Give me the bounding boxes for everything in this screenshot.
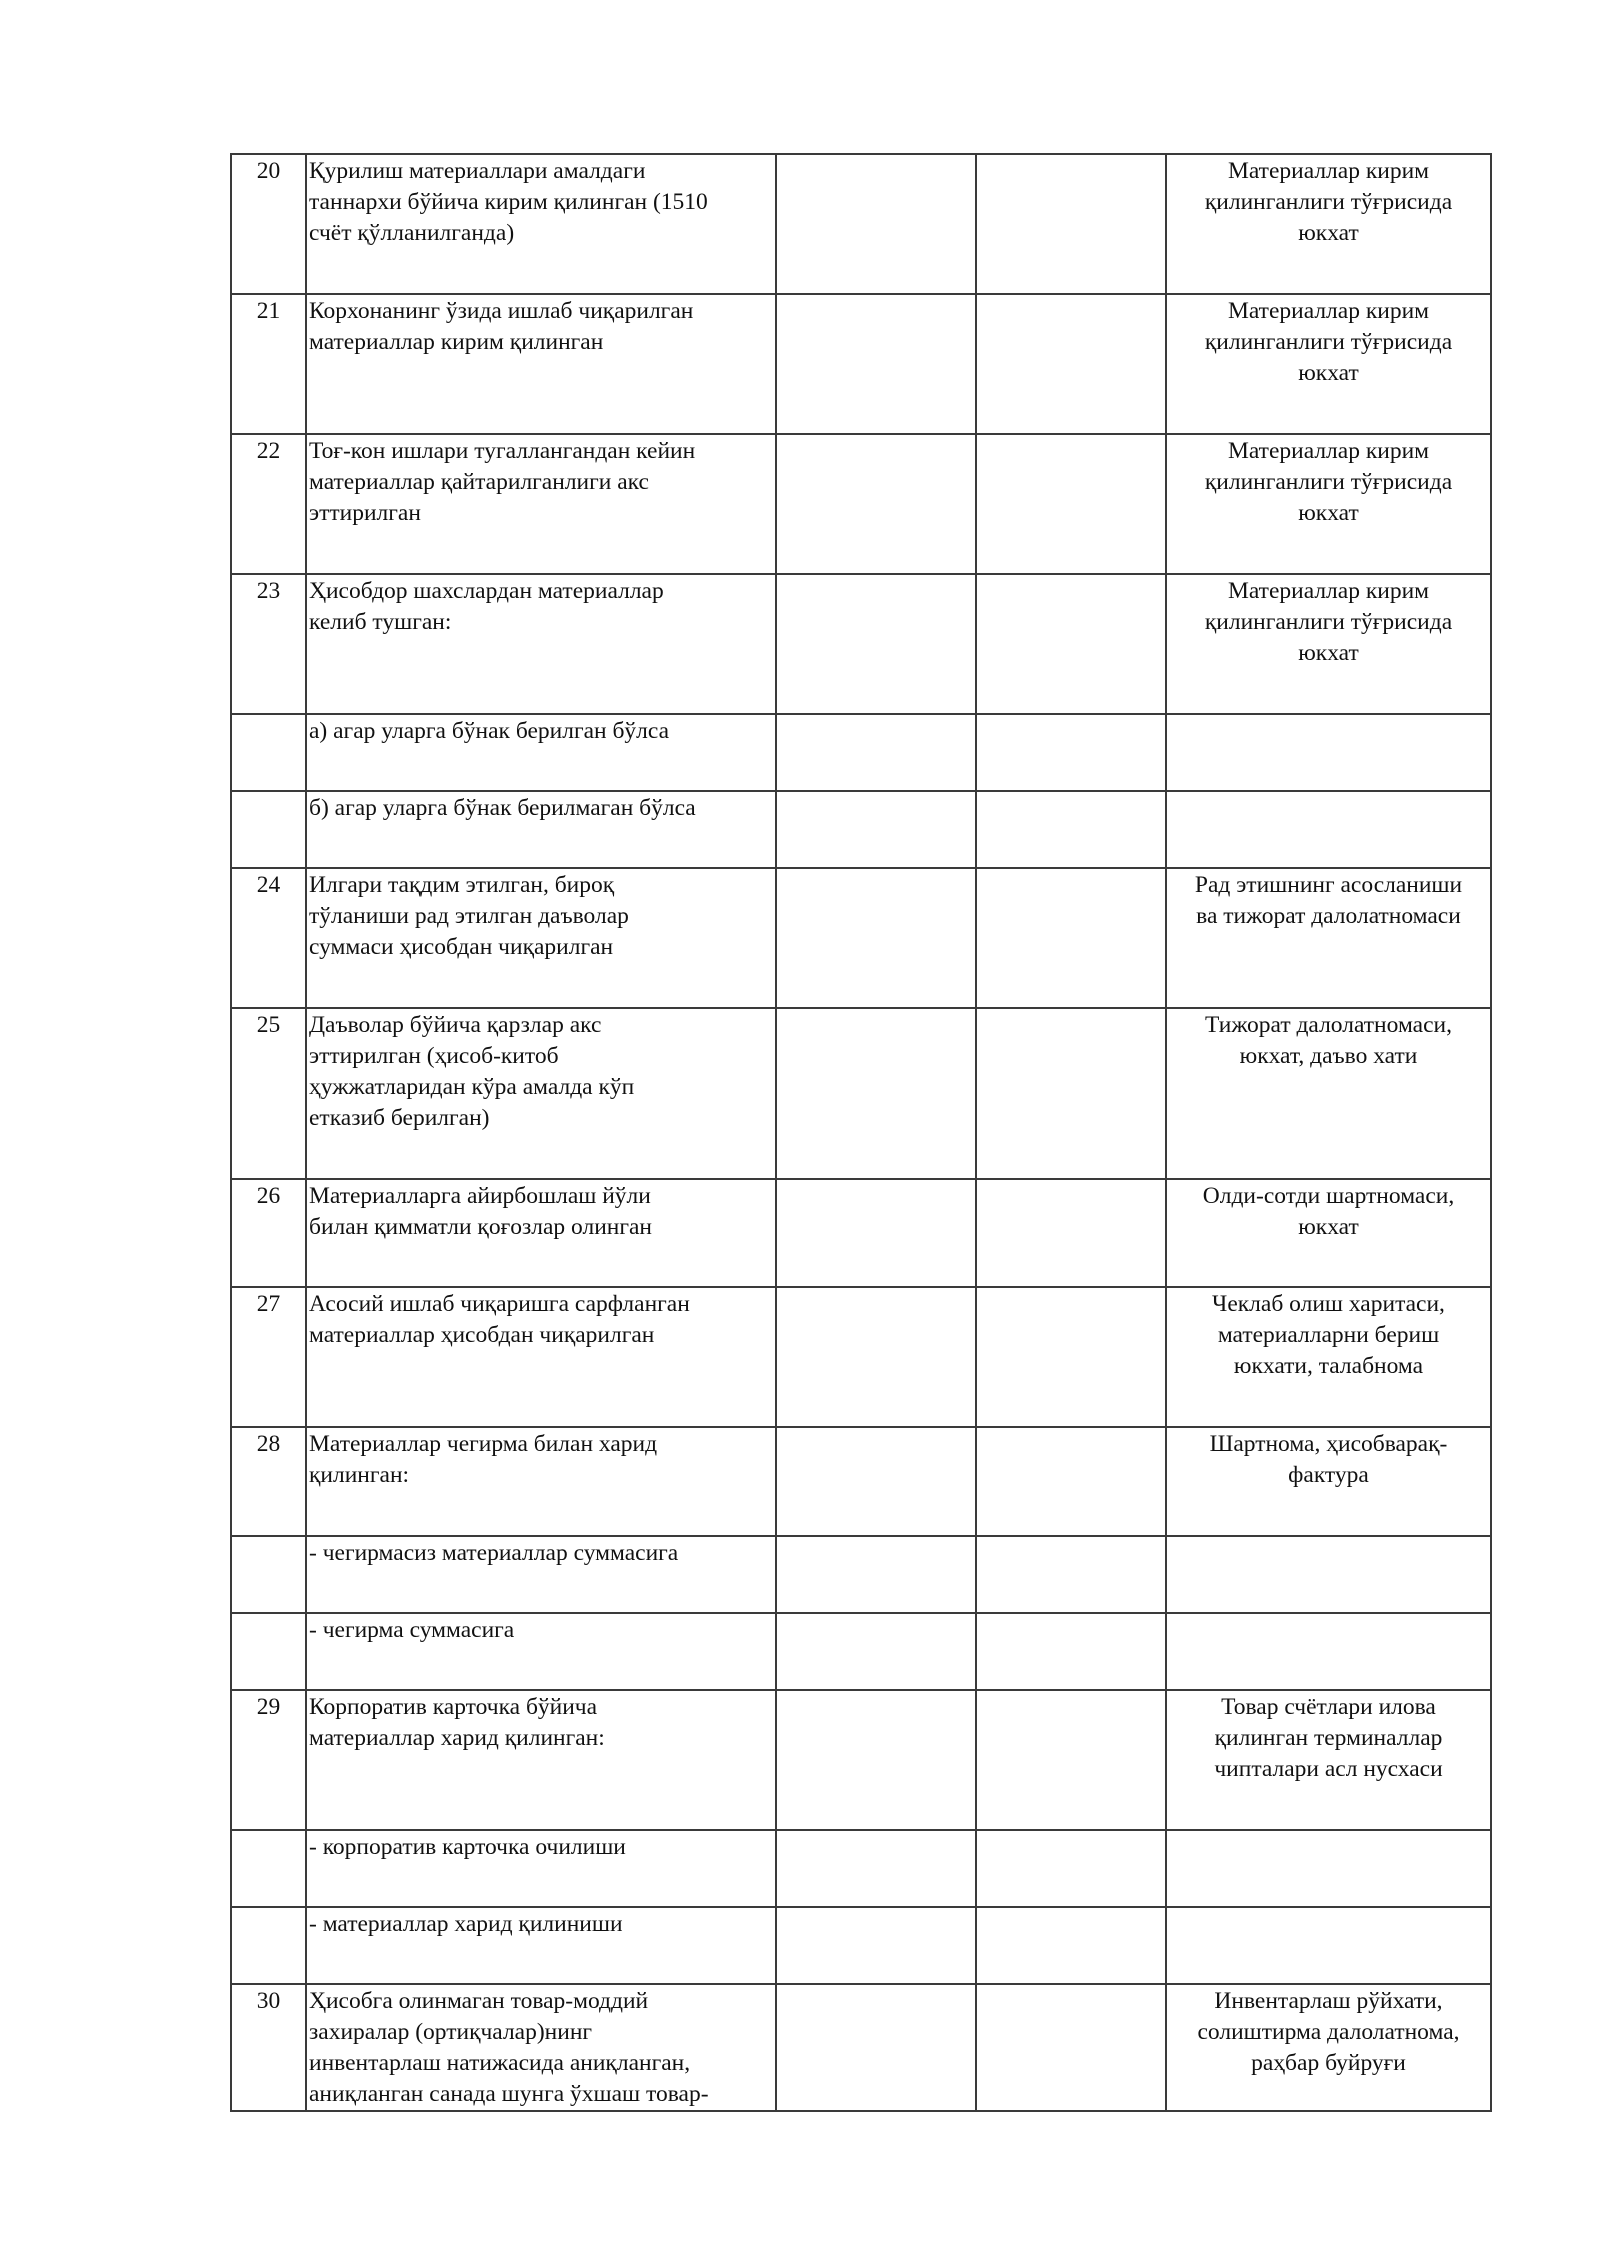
table-row [231,1536,1491,1613]
operation-description: Ҳисобга олинмаган товар-моддий захиралар (ортиқчалар)нинг инвентарлаш натижасида аниқланган, аниқланган санада шунга ўхшаш товар- [306,1984,776,2111]
table-row [231,1287,1491,1427]
operation-description: Илгари тақдим этилган, бироқ тўланиши рад этилган даъволар суммаси ҳисобдан чиқарилган [306,868,776,1008]
operation-description: - чегирмасиз материаллар суммасига [306,1536,776,1613]
debit-cell [776,868,976,1008]
credit-cell [976,294,1166,434]
credit-cell [976,154,1166,294]
table-row [231,574,1491,714]
table-row [231,294,1491,434]
supporting-document: Шартнома, ҳисобварақ- фактура [1166,1427,1491,1536]
operation-description: Материаллар чегирма билан харид қилинган: [306,1427,776,1536]
credit-cell [976,1830,1166,1907]
supporting-document: Олди-сотди шартномаси, юкхат [1166,1179,1491,1287]
debit-cell [776,1907,976,1984]
operation-description: Даъволар бўйича қарзлар акс эттирилган (ҳисоб-китоб ҳужжатларидан кўра амалда кўп етказиб берилган) [306,1008,776,1179]
operation-description: Материалларга айирбошлаш йўли билан қимматли қоғозлар олинган [306,1179,776,1287]
debit-cell [776,1427,976,1536]
operation-description: Қурилиш материаллари амалдаги таннархи бўйича кирим қилинган (1510 счёт қўлланилганда) [306,154,776,294]
supporting-document: Материаллар кирим қилинганлиги тўғрисида юкхат [1166,574,1491,714]
debit-cell [776,1984,976,2111]
row-number: 29 [231,1690,306,1830]
operation-description: Корхонанинг ўзида ишлаб чиқарилган материаллар кирим қилинган [306,294,776,434]
credit-cell [976,714,1166,791]
debit-cell [776,574,976,714]
debit-cell [776,1008,976,1179]
debit-cell [776,1830,976,1907]
credit-cell [976,1907,1166,1984]
supporting-document [1166,1907,1491,1984]
table-row [231,1830,1491,1907]
credit-cell [976,1984,1166,2111]
row-number [231,1907,306,1984]
row-number [231,1536,306,1613]
operation-description: - чегирма суммасига [306,1613,776,1690]
operation-description: - материаллар харид қилиниши [306,1907,776,1984]
supporting-document [1166,714,1491,791]
credit-cell [976,434,1166,574]
supporting-document: Тижорат далолатномаси, юкхат, даъво хати [1166,1008,1491,1179]
debit-cell [776,294,976,434]
table-row [231,1427,1491,1536]
credit-cell [976,1690,1166,1830]
supporting-document: Материаллар кирим қилинганлиги тўғрисида юкхат [1166,294,1491,434]
supporting-document: Материаллар кирим қилинганлиги тўғрисида юкхат [1166,154,1491,294]
table-row [231,154,1491,294]
accounting-entries-table [230,153,1492,2112]
row-number: 26 [231,1179,306,1287]
operation-description: Ҳисобдор шахслардан материаллар келиб тушган: [306,574,776,714]
credit-cell [976,1287,1166,1427]
credit-cell [976,574,1166,714]
credit-cell [976,1427,1166,1536]
supporting-document: Материаллар кирим қилинганлиги тўғрисида юкхат [1166,434,1491,574]
operation-description: Тоғ-кон ишлари тугаллангандан кейин материаллар қайтарилганлиги акс эттирилган [306,434,776,574]
table-row [231,1984,1491,2111]
supporting-document [1166,1536,1491,1613]
debit-cell [776,714,976,791]
row-number: 24 [231,868,306,1008]
debit-cell [776,1690,976,1830]
row-number [231,791,306,868]
credit-cell [976,1536,1166,1613]
operation-description: б) агар уларга бўнак берилмаган бўлса [306,791,776,868]
debit-cell [776,1287,976,1427]
table-row [231,1613,1491,1690]
supporting-document [1166,1613,1491,1690]
table-row [231,434,1491,574]
debit-cell [776,1536,976,1613]
operation-description: а) агар уларга бўнак берилган бўлса [306,714,776,791]
debit-cell [776,154,976,294]
supporting-document [1166,791,1491,868]
credit-cell [976,791,1166,868]
credit-cell [976,1613,1166,1690]
debit-cell [776,1613,976,1690]
table-row [231,1008,1491,1179]
credit-cell [976,1179,1166,1287]
operation-description: - корпоратив карточка очилиши [306,1830,776,1907]
table-row [231,714,1491,791]
row-number [231,1830,306,1907]
supporting-document: Чеклаб олиш харитаси, материалларни бериш юкхати, талабнома [1166,1287,1491,1427]
supporting-document [1166,1830,1491,1907]
debit-cell [776,791,976,868]
table-row [231,1690,1491,1830]
row-number: 25 [231,1008,306,1179]
table-body [231,154,1491,2111]
row-number [231,1613,306,1690]
credit-cell [976,1008,1166,1179]
table-row [231,1907,1491,1984]
row-number: 28 [231,1427,306,1536]
row-number: 22 [231,434,306,574]
row-number: 21 [231,294,306,434]
row-number: 20 [231,154,306,294]
table-row [231,1179,1491,1287]
row-number: 23 [231,574,306,714]
row-number: 27 [231,1287,306,1427]
operation-description: Асосий ишлаб чиқаришга сарфланган материаллар ҳисобдан чиқарилган [306,1287,776,1427]
credit-cell [976,868,1166,1008]
supporting-document: Товар счётлари илова қилинган терминаллар чипталари асл нусхаси [1166,1690,1491,1830]
supporting-document: Рад этишнинг асосланиши ва тижорат далолатномаси [1166,868,1491,1008]
table-row [231,868,1491,1008]
debit-cell [776,434,976,574]
row-number: 30 [231,1984,306,2111]
table-row [231,791,1491,868]
supporting-document: Инвентарлаш рўйхати, солиштирма далолатнома, раҳбар буйруғи [1166,1984,1491,2111]
debit-cell [776,1179,976,1287]
row-number [231,714,306,791]
operation-description: Корпоратив карточка бўйича материаллар харид қилинган: [306,1690,776,1830]
